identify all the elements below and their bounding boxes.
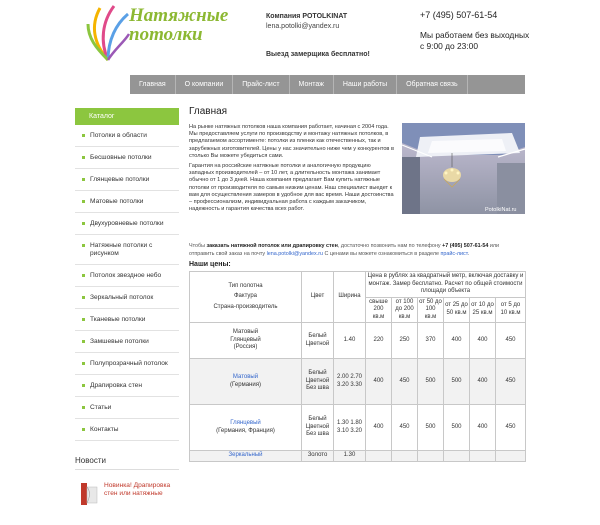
row-color-cell: Белый Цветной Без шва — [302, 405, 334, 451]
company-info — [266, 12, 396, 58]
sidebar-item[interactable] — [75, 287, 179, 309]
news-title: Новости — [75, 456, 179, 470]
row-type-name[interactable]: Глянцевый — [230, 420, 261, 426]
price-cell: 450 — [392, 359, 418, 405]
sidebar-item-label: Потолки в области — [90, 132, 147, 139]
row-type-name[interactable]: Матовый — [232, 374, 259, 380]
price-cell: 450 — [496, 405, 526, 451]
bullet-icon — [82, 222, 85, 225]
sidebar-item-label: Замшевые потолки — [90, 338, 149, 345]
sidebar — [75, 108, 179, 525]
news-item[interactable] — [75, 475, 179, 525]
range-header: от 50 до 100 кв.м — [418, 297, 444, 323]
bullet-icon — [82, 134, 85, 137]
sidebar-item-label: Двухуровневые потолки — [90, 220, 164, 227]
table-header-row — [190, 272, 526, 298]
cta-mid2: или отправить свой заказ на почту — [189, 243, 500, 257]
company-name: Компания POTOLKINAT — [266, 13, 348, 20]
col-type-line: Фактура — [233, 293, 257, 300]
price-cell: 400 — [444, 323, 470, 359]
row-type-country: (Германия, Франция) — [216, 427, 275, 434]
sidebar-item-label: Контакты — [90, 426, 119, 433]
nav-item-5[interactable]: Обратная связь — [397, 75, 468, 94]
row-width-cell: 2.00 2.70 3.20 3.30 — [334, 359, 366, 405]
bullet-icon — [82, 340, 85, 343]
sidebar-item-label: Полупрозрачный потолок — [90, 360, 168, 367]
news-item-text[interactable]: Новинка! Драпировка стен или натяжные — [104, 482, 171, 497]
row-type-name[interactable]: Зеркальный — [228, 452, 263, 458]
price-cell — [496, 451, 526, 462]
bullet-icon — [82, 178, 85, 181]
table-row — [190, 451, 526, 462]
cta-email-link[interactable]: lena.potolki@yandex.ru — [266, 251, 323, 257]
row-color-cell: Белый Цветной Без шва — [302, 359, 334, 405]
row-type-country: (Германия) — [230, 381, 261, 388]
bullet-icon — [82, 406, 85, 409]
price-cell: 450 — [496, 359, 526, 405]
table-row — [190, 405, 526, 451]
price-cell: 400 — [470, 359, 496, 405]
bullet-icon — [82, 244, 85, 247]
price-cell: 400 — [470, 323, 496, 359]
col-type-header — [190, 272, 302, 323]
sidebar-item[interactable] — [75, 353, 179, 375]
price-cell: 220 — [366, 323, 392, 359]
cta-bold: заказать натяжной потолок или драпировку стен — [206, 243, 338, 249]
price-cell: 400 — [366, 359, 392, 405]
sidebar-item[interactable] — [75, 213, 179, 235]
sidebar-item-label: Натяжные потолки с рисунком — [90, 242, 153, 257]
order-call-to-action — [189, 242, 525, 258]
col-type-line: Страна-производитель — [213, 303, 278, 310]
range-header: от 5 до 10 кв.м — [496, 297, 526, 323]
price-cell: 370 — [418, 323, 444, 359]
sidebar-item-label: Глянцевые потолки — [90, 176, 150, 183]
price-list-link[interactable]: прайс-лист — [440, 251, 468, 257]
nav-item-1[interactable]: О компании — [176, 75, 234, 94]
row-width-cell: 1.40 — [334, 323, 366, 359]
bullet-icon — [82, 318, 85, 321]
working-hours: Мы работаем без выходных с 9:00 до 23:00 — [420, 30, 530, 51]
table-row — [190, 359, 526, 405]
price-cell: 500 — [418, 359, 444, 405]
intro-paragraph-2: Гарантия на российские натяжные потолки и аналогичную продукцию западных производителей – от 10 лет, а длительность монтажа занимает обычно от 1 до 3 дней. Наша компания предлагает Вам купить натяжные потолки от производителя по самым низким ценам. Наш специалист выедет к вам для осуществления замеров в удобное для вас время. Наши достоинства – профессионализм, индивидуальная работа с каждым заказчиком, надежность и гарантия качества всех работ. — [189, 163, 394, 213]
ceiling-photo — [402, 123, 525, 214]
sidebar-item[interactable] — [75, 265, 179, 287]
price-cell: 500 — [418, 405, 444, 451]
sidebar-item-label: Тканевые потолки — [90, 316, 146, 323]
row-type-cell — [190, 451, 302, 462]
logo-line-2: потолки — [129, 24, 203, 45]
range-header: от 10 до 25 кв.м — [470, 297, 496, 323]
catalog-list — [75, 125, 179, 441]
row-width-cell: 1.30 1.80 3.10 3.20 — [334, 405, 366, 451]
sidebar-item-label: Матовые потолки — [90, 198, 144, 205]
free-measure-text: Выезд замерщика бесплатно! — [266, 51, 370, 58]
logo-text[interactable] — [129, 6, 239, 44]
sidebar-item-label: Бесшовные потолки — [90, 154, 152, 161]
bullet-icon — [82, 200, 85, 203]
price-cell — [418, 451, 444, 462]
watermark-text: PotolkiNat.ru — [485, 207, 517, 213]
news-image-icon — [79, 481, 99, 507]
cta-mid3: С ценами вы можете ознакомиться в разделе — [323, 251, 441, 257]
range-header: от 25 до 50 кв.м — [444, 297, 470, 323]
bullet-icon — [82, 156, 85, 159]
price-cell: 400 — [470, 405, 496, 451]
page-title: Главная — [189, 106, 228, 117]
price-cell: 500 — [444, 405, 470, 451]
price-table — [189, 271, 526, 462]
cta-phone: +7 (495) 507-61-54 — [442, 243, 489, 249]
price-cell: 500 — [444, 359, 470, 405]
intro-paragraph-1: На рынке натяжных потолков наша компания работает, начиная с 2004 года. Мы предоставляем услуги по производству и монтажу натяжных потолков, в предлагаемом ассортименте: потолки из пленки как отечественных, так и зарубежных изготовителей. Цены у нас значительно ниже чем у конкурентов в столько Вы можете убедиться сами. — [189, 124, 394, 159]
col-width-header: Ширина — [334, 272, 366, 323]
row-width-cell: 1.30 — [334, 451, 366, 462]
price-cell: 250 — [392, 323, 418, 359]
site-header — [0, 0, 600, 72]
header-phone: +7 (495) 507-61-54 — [420, 10, 498, 20]
price-cell — [470, 451, 496, 462]
row-type-cell — [190, 359, 302, 405]
sidebar-item[interactable] — [75, 397, 179, 419]
sidebar-item-label: Драпировка стен — [90, 382, 142, 389]
range-header: свыше 200 кв.м — [366, 297, 392, 323]
bullet-icon — [82, 428, 85, 431]
cta-mid: , достаточно позвонить нам по телефону — [337, 243, 443, 249]
main-nav — [130, 75, 525, 94]
sidebar-item[interactable] — [75, 309, 179, 331]
col-color-header: Цвет — [302, 272, 334, 323]
prices-title: Наши цены: — [189, 261, 231, 268]
row-type-cell — [190, 323, 302, 359]
price-cell — [392, 451, 418, 462]
cta-end: . — [467, 251, 470, 257]
price-cell: 450 — [392, 405, 418, 451]
nav-item-2[interactable]: Прайс-лист — [233, 75, 289, 94]
cta-prefix: Чтобы — [189, 243, 207, 249]
logo-icon[interactable] — [86, 4, 130, 62]
sidebar-item-label: Потолок звездное небо — [90, 272, 162, 279]
row-type-cell — [190, 405, 302, 451]
range-header: от 100 до 200 кв.м — [392, 297, 418, 323]
sidebar-item[interactable] — [75, 191, 179, 213]
bullet-icon — [82, 362, 85, 365]
table-row — [190, 323, 526, 359]
price-cell — [366, 451, 392, 462]
col-type-line: Тип полотна — [228, 282, 263, 289]
sidebar-item[interactable] — [75, 147, 179, 169]
main-content — [189, 106, 525, 458]
bullet-icon — [82, 274, 85, 277]
price-cell: 450 — [496, 323, 526, 359]
nav-item-3[interactable]: Монтаж — [290, 75, 334, 94]
bullet-icon — [82, 296, 85, 299]
row-type-name: Матовый — [232, 329, 259, 336]
sidebar-item[interactable] — [75, 331, 179, 353]
logo-line-1: Натяжные — [129, 5, 229, 26]
catalog-header: Каталог — [75, 108, 179, 125]
bullet-icon — [82, 384, 85, 387]
sidebar-item-label: Зеркальный потолок — [90, 294, 154, 301]
row-type-sub: Глянцевый — [230, 336, 261, 343]
price-cell — [444, 451, 470, 462]
intro-text — [189, 124, 394, 216]
company-email[interactable]: lena.potolki@yandex.ru — [266, 23, 340, 30]
nav-item-4[interactable]: Наши работы — [334, 75, 397, 94]
sidebar-item[interactable] — [75, 419, 179, 441]
sidebar-item[interactable] — [75, 375, 179, 397]
row-color-cell: Белый Цветной — [302, 323, 334, 359]
sidebar-item[interactable] — [75, 169, 179, 191]
col-price-header: Цена в рублях за квадратный метр, включая доставку и монтаж. Замер бесплатно. Расчет по общей стоимости площади объекта — [366, 272, 526, 298]
ceiling-photo-illustration — [402, 123, 525, 214]
row-color-cell: Золото — [302, 451, 334, 462]
row-type-country: (Россия) — [233, 344, 258, 351]
sidebar-item-label: Статьи — [90, 404, 112, 411]
sidebar-item[interactable] — [75, 235, 179, 265]
nav-item-0[interactable]: Главная — [130, 75, 176, 94]
sidebar-item[interactable] — [75, 125, 179, 147]
price-cell: 400 — [366, 405, 392, 451]
